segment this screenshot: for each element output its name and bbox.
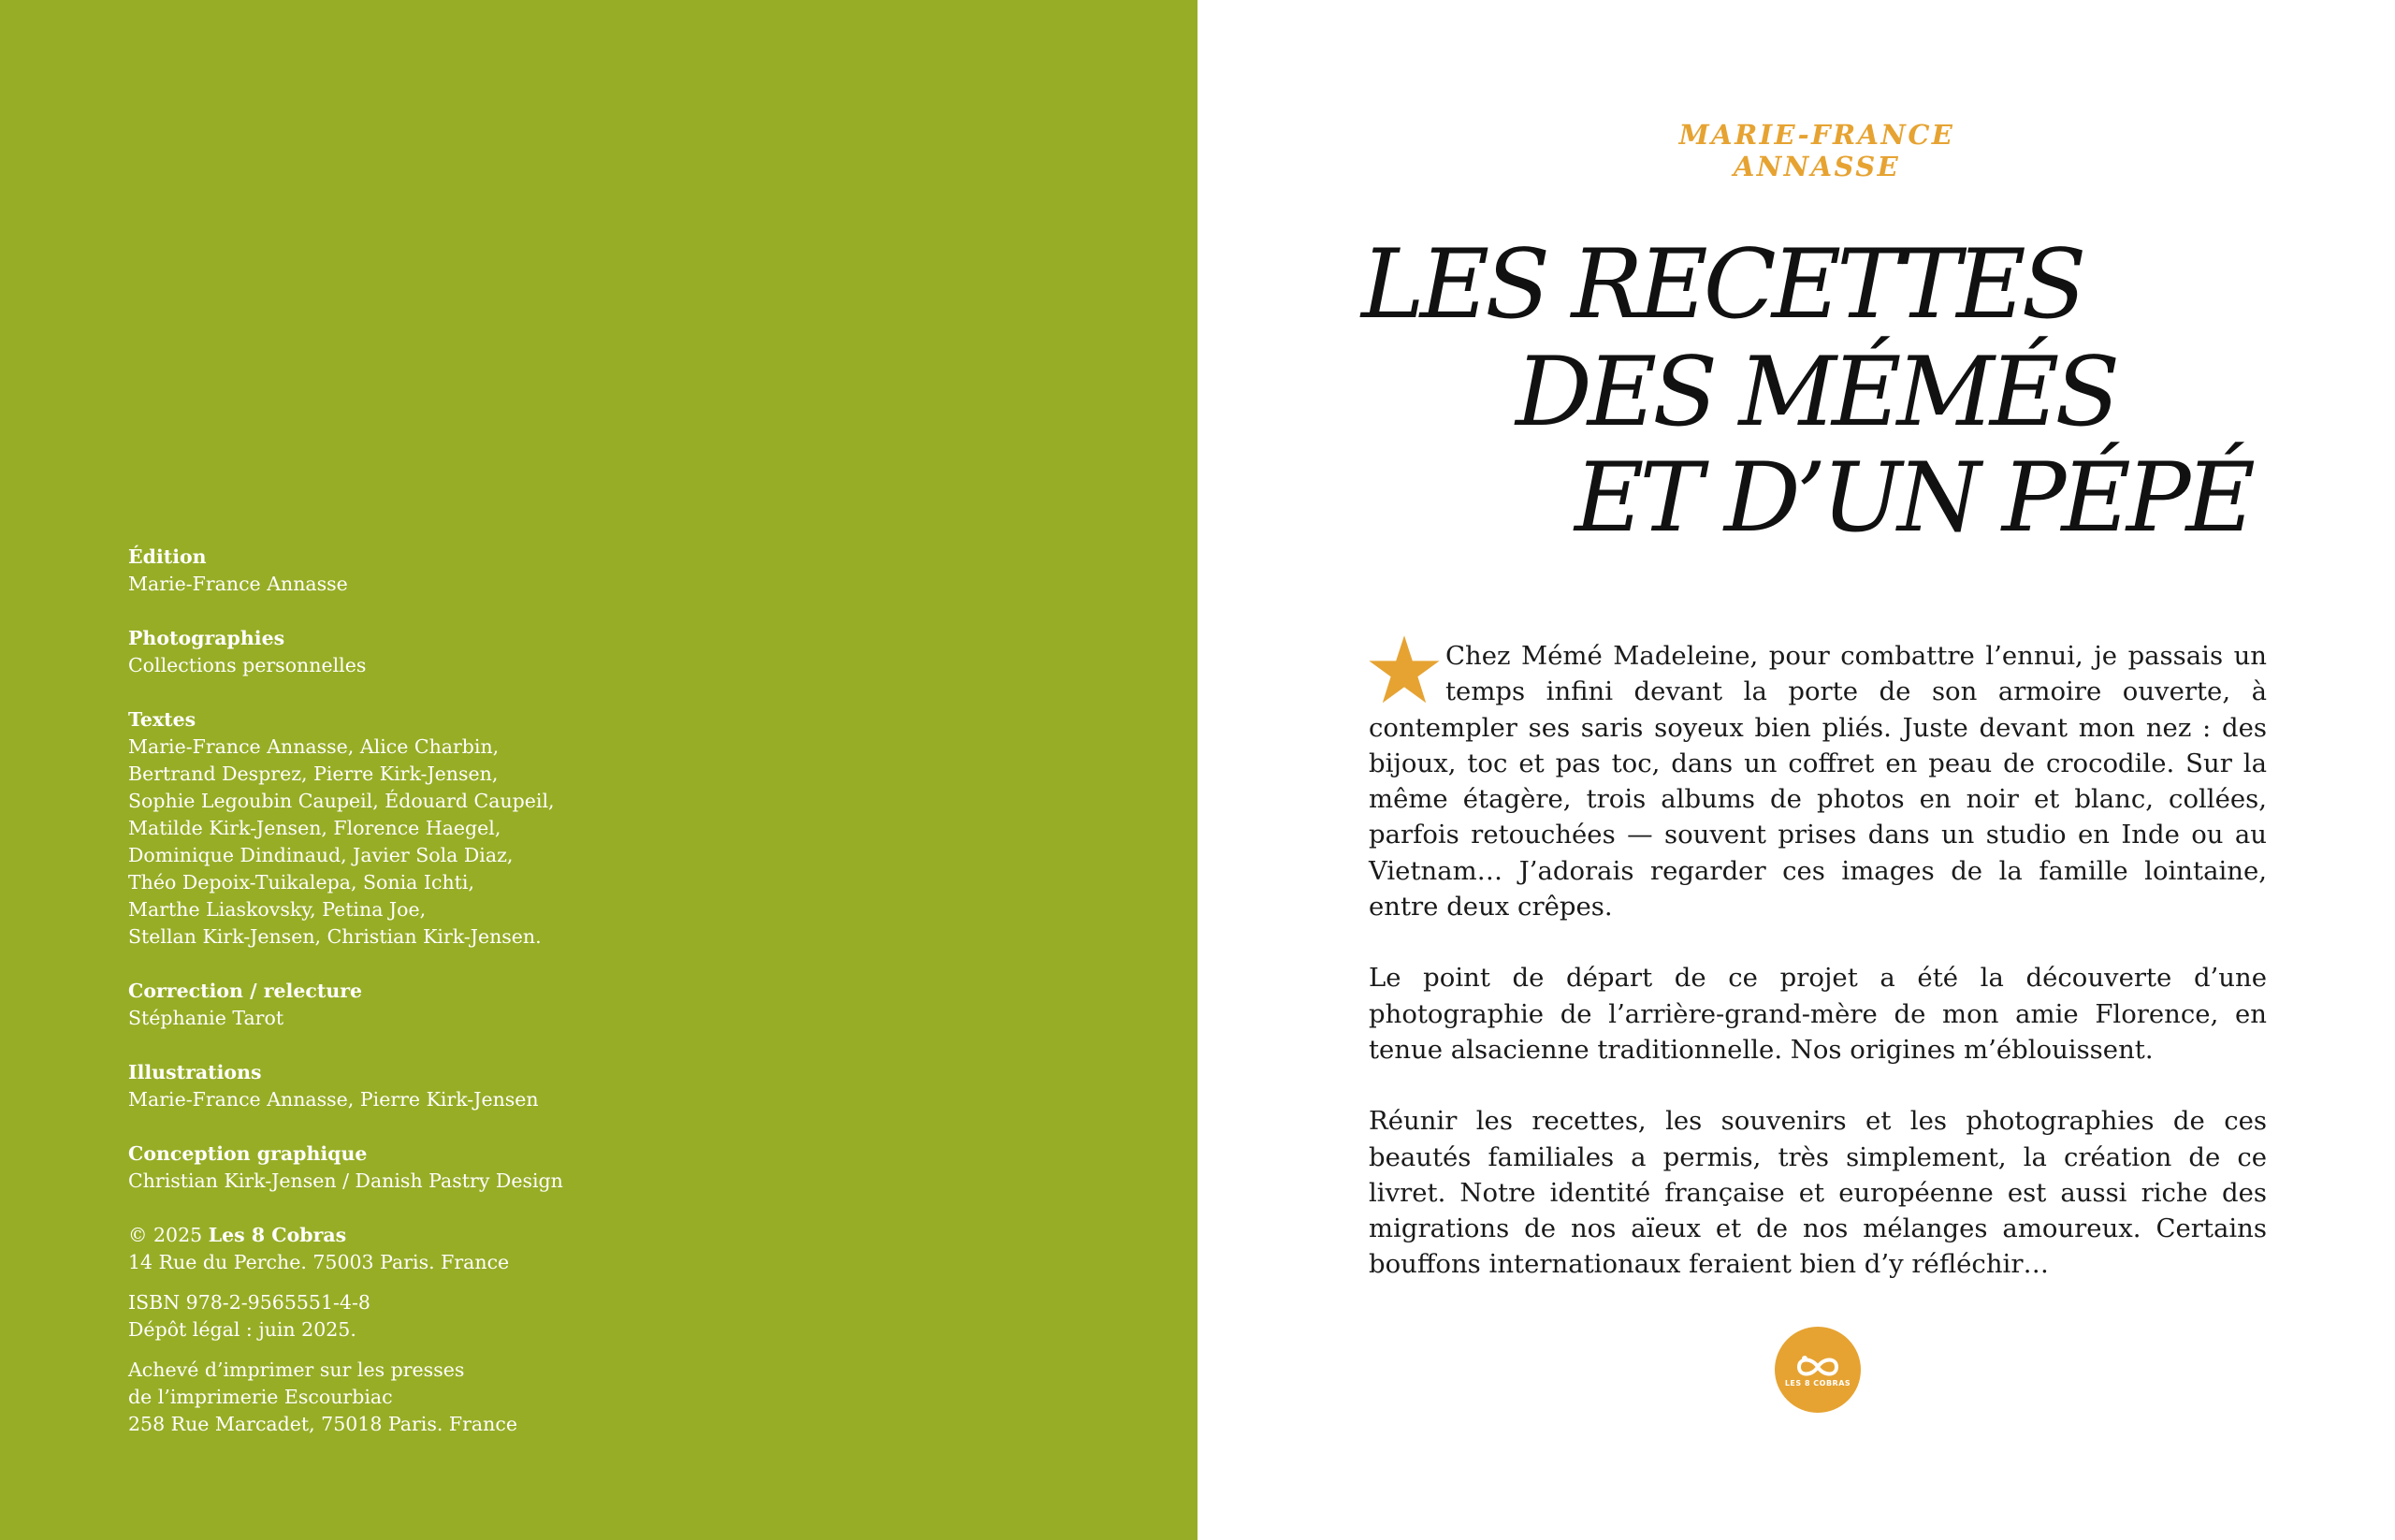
credit-value: Matilde Kirk-Jensen, Florence Haegel, (128, 817, 501, 839)
intro-paragraph (1369, 638, 2267, 924)
publisher-logo (1775, 1327, 1861, 1413)
book-title-line-2: DES MÉMÉS (1516, 337, 2116, 448)
publisher-name: Les 8 Cobras (208, 1224, 347, 1246)
isbn: ISBN 978-2-9565551-4-8 (128, 1291, 370, 1314)
credit-value: Marie-France Annasse (128, 573, 348, 595)
credit-value: Stellan Kirk-Jensen, Christian Kirk-Jensen. (128, 925, 542, 948)
credit-value: Sophie Legoubin Caupeil, Édouard Caupeil, (128, 790, 555, 812)
credit-label: Illustrations (128, 1061, 262, 1083)
credit-value: Dominique Dindinaud, Javier Sola Diaz, (128, 844, 514, 866)
copyright-prefix: © 2025 (128, 1224, 209, 1246)
credit-correction (128, 978, 727, 1032)
publisher-address: 14 Rue du Perche. 75003 Paris. France (128, 1251, 510, 1273)
printer-line: 258 Rue Marcadet, 75018 Paris. France (128, 1413, 517, 1435)
copyright-line (128, 1222, 727, 1249)
credits-block (128, 544, 727, 1465)
intro-paragraph: Le point de départ de ce projet a été la découverte d’une photographie de l’arrière-grand-mère de mon amie Florence, en tenue alsacienne traditionnelle. Nos origines m’éblouissent. (1369, 963, 2267, 1065)
credit-value: Marthe Liaskovsky, Petina Joe, (128, 898, 427, 921)
intro-paragraph: Réunir les recettes, les souvenirs et les photographies de ces beautés familiales a permis, très simplement, la création de ce livret. Notre identité française et européenne est aussi riche des migrations de nos aïeux et de nos mélanges amoureux. Certains bouffons internationaux feraient bien d’y réfléchir… (1369, 1106, 2267, 1280)
credit-value: Théo Depoix-Tuikalepa, Sonia Ichti, (128, 871, 474, 893)
isbn-block (128, 1289, 727, 1344)
star-icon (1367, 638, 1442, 707)
credit-label: Photographies (128, 627, 285, 649)
credit-label: Textes (128, 708, 196, 731)
printer-line: de l’imprimerie Escourbiac (128, 1386, 393, 1408)
printer-line: Achevé d’imprimer sur les presses (128, 1358, 465, 1381)
credit-textes (128, 706, 727, 951)
credit-label: Correction / relecture (128, 980, 363, 1002)
copyright (128, 1222, 727, 1276)
logo-text: LES 8 COBRAS (1784, 1378, 1851, 1387)
infinity-cobra-icon (1792, 1353, 1844, 1381)
credit-photographies (128, 625, 727, 679)
credit-label: Édition (128, 545, 207, 568)
book-title-line-3: ET D’UN PÉPÉ (1575, 443, 2251, 554)
credit-value: Marie-France Annasse, Alice Charbin, (128, 735, 500, 758)
credit-value: Collections personnelles (128, 654, 367, 676)
credit-value: Christian Kirk-Jensen / Danish Pastry Design (128, 1170, 563, 1192)
credit-illustrations (128, 1059, 727, 1113)
credit-conception (128, 1140, 727, 1195)
book-title-line-1: LES RECETTES (1361, 229, 2083, 341)
legal-deposit: Dépôt légal : juin 2025. (128, 1318, 356, 1341)
credit-label: Conception graphique (128, 1142, 368, 1165)
intro-paragraph-text: Chez Mémé Madeleine, pour combattre l’ennui, je passais un temps infini devant la porte de son armoire ouverte, à contempler ses saris soyeux bien pliés. Juste devant mon nez : des bijoux, toc et pas toc, dans un coffret en peau de crocodile. Sur la même étagère, trois albums de photos en noir et blanc, collées, parfois retouchées — souvent prises dans un studio en Inde ou au Vietnam… J’adorais regarder ces images de la famille lointaine, entre deux crêpes. (1369, 641, 2267, 923)
printer-block (128, 1357, 727, 1438)
credit-edition (128, 544, 727, 598)
credit-value: Marie-France Annasse, Pierre Kirk-Jensen (128, 1088, 539, 1111)
credit-value: Bertrand Desprez, Pierre Kirk-Jensen, (128, 763, 499, 785)
author-name: MARIE-FRANCE ANNASSE (1678, 119, 1955, 182)
intro-text (1369, 638, 2267, 1318)
credit-value: Stéphanie Tarot (128, 1007, 284, 1029)
